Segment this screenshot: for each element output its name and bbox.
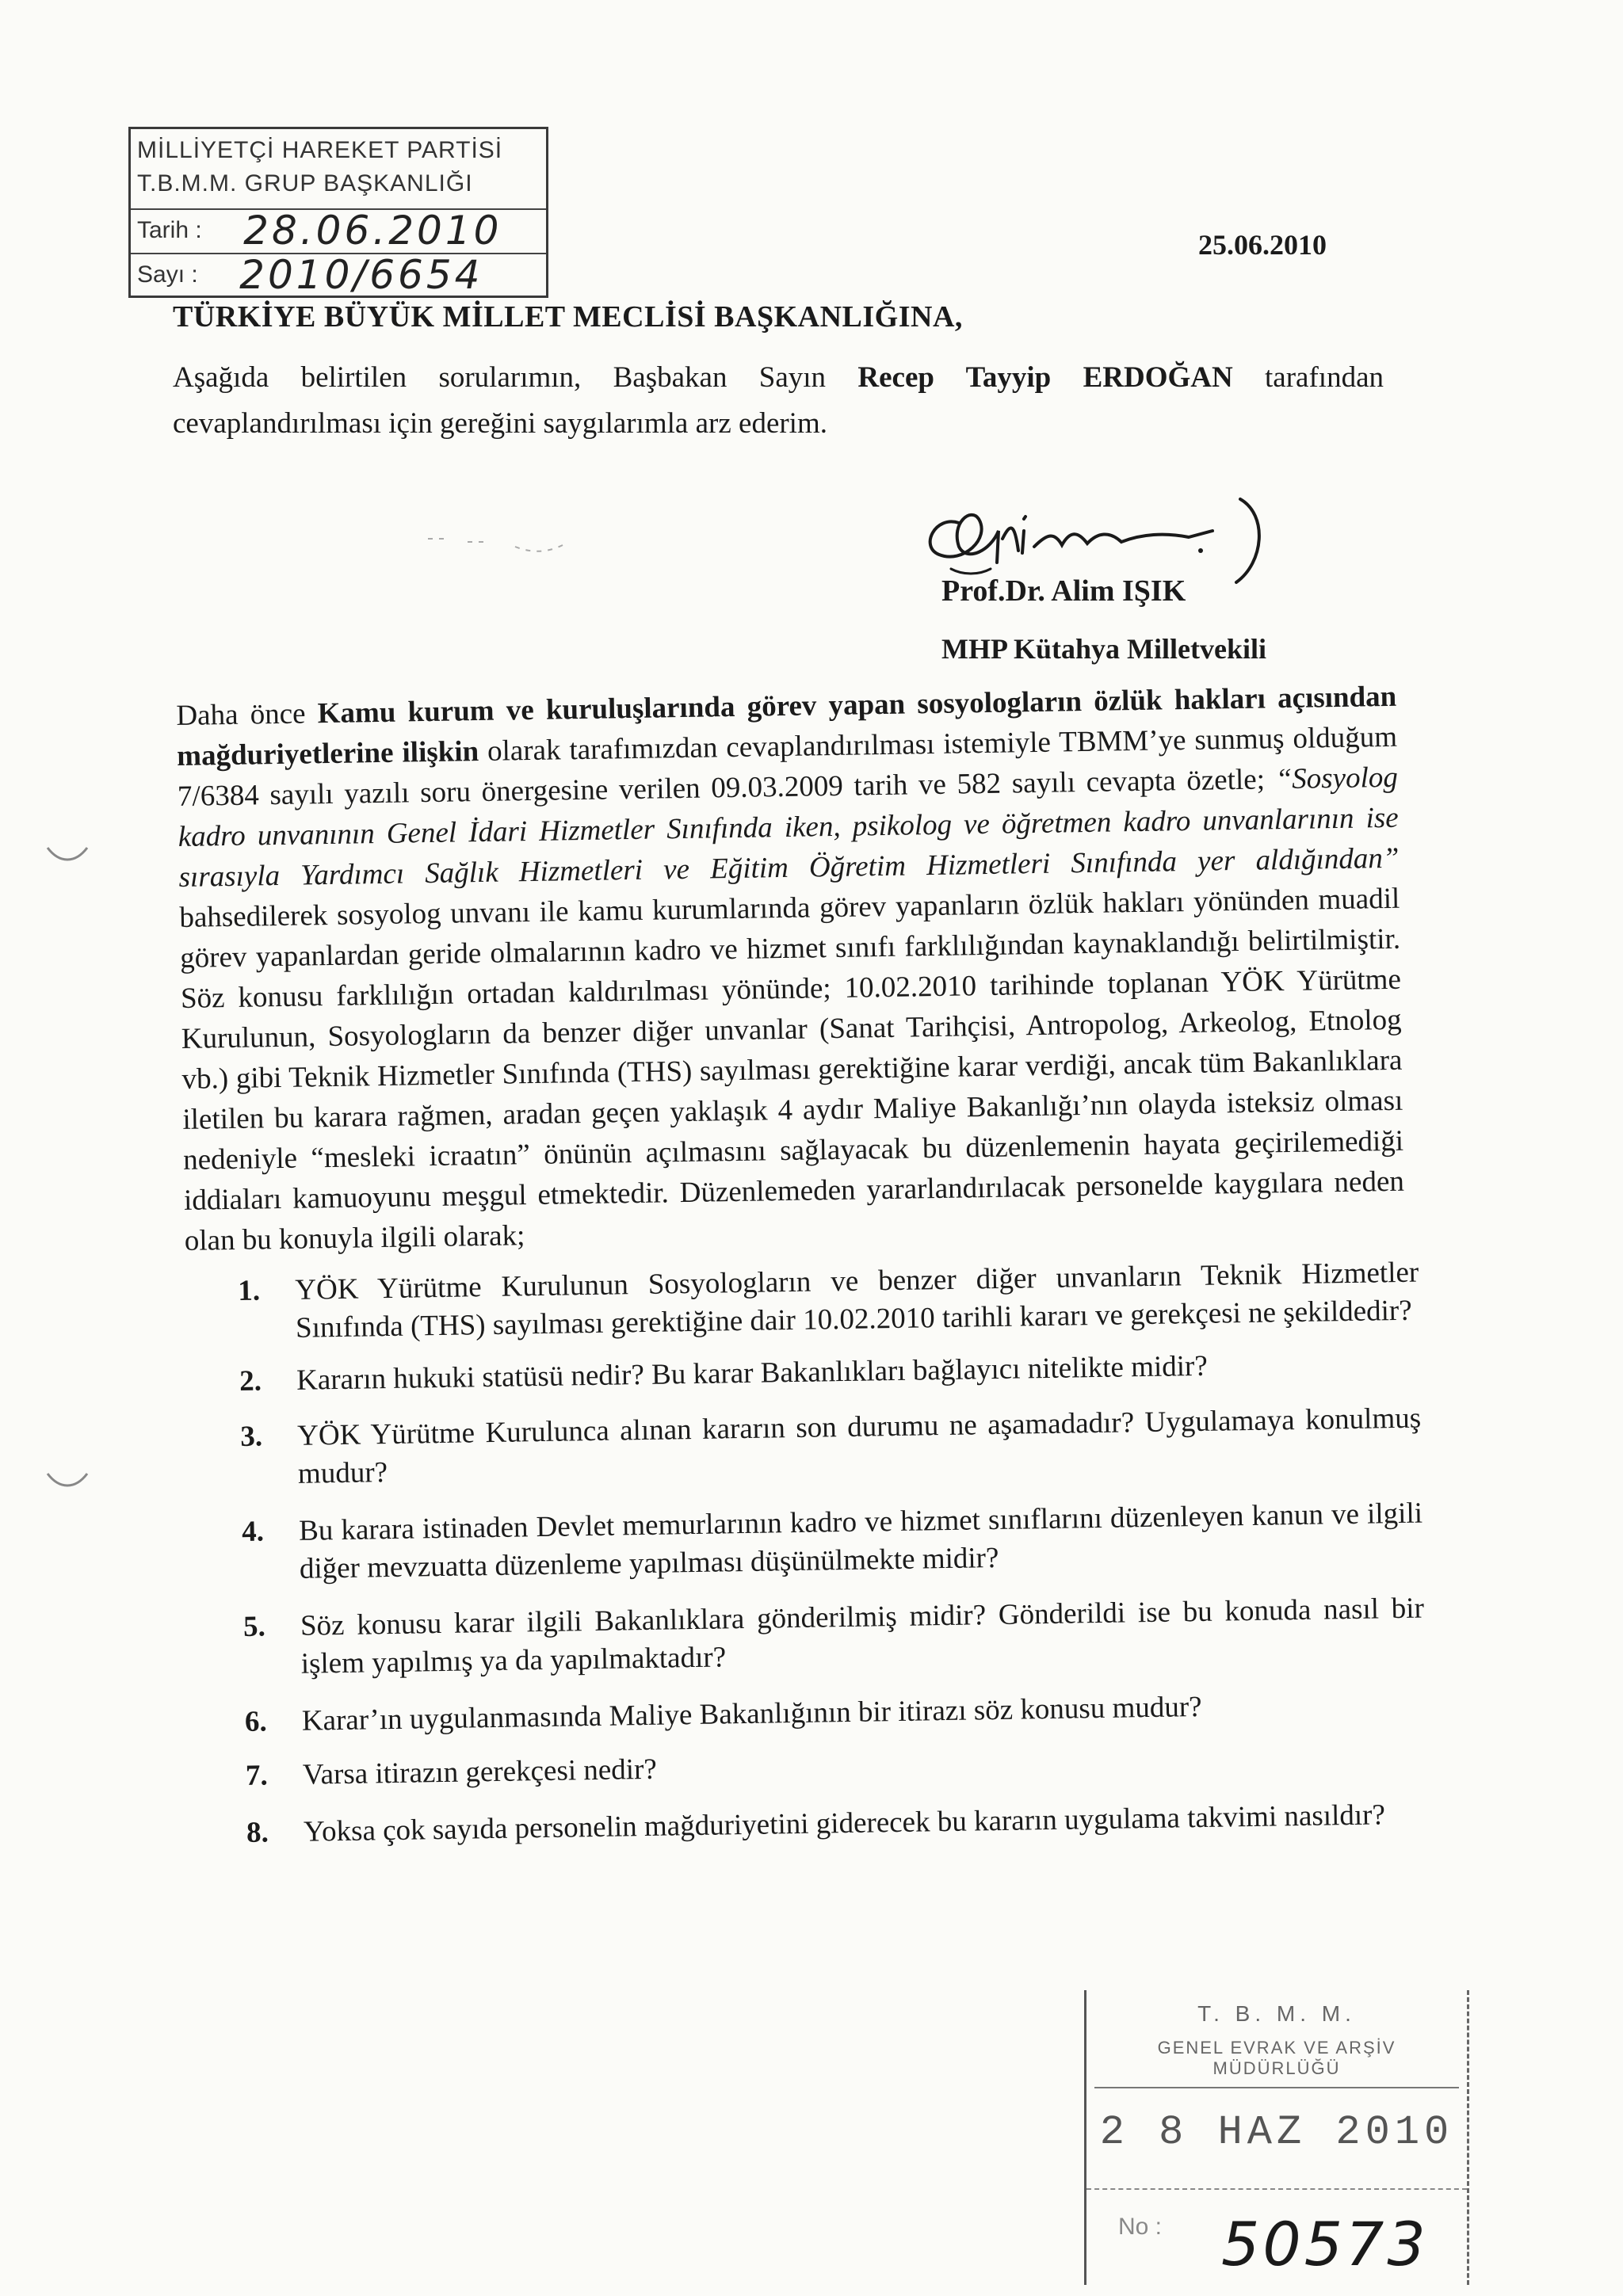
question-text: Bu karara istinaden Devlet memurlarının kadro ve hizmet sınıflarını düzenleyen kanun ve ilgili diğer mevzuatta düzenleme yapılması düşünülmekte midir? [298,1497,1423,1585]
scan-mark-icon [420,515,602,563]
question-list [238,1254,1427,1852]
question-number: 4. [241,1515,265,1548]
question-item [239,1344,1421,1401]
body-text-3: bahsedilerek sosyolog unvanı ile kamu kurumlarında görev yapanların özlük hakları yönünden muadil görev yapanlardan geride olmalarının kadro ve hizmet sınıfı farklılığından kaynaklandığı belirtilmiştir. Söz konusu farklılığın ortadan kaldırılması yönünde; 10.02.2010 tarihinde toplanan YÖK Yürütme Kurulunun, Sosyologların da benzer diğer unvanlar (Sanat Tarihçisi, Antropolog, Arkeolog, Etnolog vb.) gibi Teknik Hizmetler Sınıfında (THS) sayılması gerektiğine karar verdiği, ancak tüm Bakanlıklara iletilen bu karara rağmen, aradan geçen yaklaşık 4 aydır Maliye Bakanlığı’nın olayda isteksiz olması nedeniyle “mesleki icraatın” önünün açılmasını sağlayacak bu düzenlemenin hayata geçirilemediği iddiaları kamuoyunu meşgul etmektedir. Düzenlemeden yararlandırılacak personelde kaygılara neden olan bu konuyla ilgili olarak; [179,882,1405,1257]
body-quote: “Sosyolog kadro unvanının Genel İdari Hizmetler Sınıfında iken, psikolog ve öğretmen kadro unvanlarının ise sırasıyla Yardımcı Sağlık Hizmetleri ve Eğitim Öğretim Hizmetleri Sınıfında yer aldığından” [178,761,1400,894]
signatory-title: MHP Kütahya Milletvekili [941,633,1266,665]
intro-text-2: tarafından cevaplandırılması için gereğini saygılarımla arz ederim. [173,361,1384,440]
archive-stamp-institution: T. B. M. M. [1197,2001,1356,2026]
archive-stamp-date: 2 8 HAZ 2010 [1099,2109,1454,2156]
body-paragraph [176,677,1405,1261]
pm-name: Recep Tayyip ERDOĞAN [857,361,1233,394]
archive-received-stamp [1084,1990,1469,2285]
question-text: Söz konusu karar ilgili Bakanlıklara gönderilmiş midir? Gönderildi ise bu konuda nasıl bir işlem yapılmış ya da yapılmaktadır? [300,1592,1425,1680]
question-item [246,1796,1428,1852]
party-group-stamp [128,127,548,298]
archive-stamp-divider [1086,2188,1467,2190]
question-number: 8. [246,1816,269,1849]
signatory-name: Prof.Dr. Alim IŞIK [941,574,1186,608]
question-number: 2. [239,1364,262,1398]
punch-mark-icon [40,1458,95,1497]
question-text: Karar’ın uygulanmasında Maliye Bakanlığının bir itirazı söz konusu mudur? [301,1690,1202,1737]
question-item [246,1739,1427,1795]
stamp-date-row [131,210,546,254]
addressee-heading: TÜRKİYE BÜYÜK MİLLET MECLİSİ BAŞKANLIĞINA, [173,300,963,334]
question-number: 5. [242,1610,266,1643]
question-item [245,1685,1426,1741]
document-date: 25.06.2010 [1198,229,1327,261]
body-text-1: Daha önce [176,697,319,732]
stamp-party-name: MİLLİYETÇİ HAREKET PARTİSİ [137,137,503,163]
question-item [243,1590,1425,1684]
question-item [238,1254,1419,1348]
question-text: YÖK Yürütme Kurulunun Sosyologların ve benzer diğer unvanların Teknik Hizmetler Sınıfında (THS) sayılması gerektiğine dair 10.02.2010 tarihli kararı ve gerekçesi ne şekildedir? [295,1256,1419,1344]
question-text: Varsa itirazın gerekçesi nedir? [302,1753,658,1791]
archive-stamp-number-label: No : [1118,2214,1163,2240]
stamp-date-label: Tarih : [137,217,202,243]
question-number: 3. [239,1420,263,1453]
archive-stamp-department: GENEL EVRAK VE ARŞİV MÜDÜRLÜĞÜ [1094,2038,1459,2088]
stamp-date-value: 28.06.2010 [243,208,502,254]
archive-stamp-number-value: 50573 [1221,2209,1429,2279]
punch-mark-icon [40,832,95,871]
intro-paragraph [173,355,1384,447]
question-item [242,1495,1423,1589]
question-text: YÖK Yürütme Kurulunca alınan kararın son durumu ne aşamadadır? Uygulamaya konulmuş mudur? [296,1402,1422,1490]
intro-text-1: Aşağıda belirtilen sorularımın, Başbakan Sayın [173,361,858,394]
body-subject: Kamu kurum ve kuruluşlarında görev yapan sosyologların özlük hakları açısından mağduriyetlerine ilişkin [176,680,1397,772]
stamp-group-name: T.B.M.M. GRUP BAŞKANLIĞI [131,170,546,210]
question-number: 7. [245,1759,269,1792]
stamp-number-value: 2010/6654 [239,252,483,298]
stamp-number-row [131,254,546,299]
question-number: 6. [244,1705,267,1738]
question-number: 1. [238,1274,261,1307]
stamp-number-label: Sayı : [137,261,198,288]
question-item [240,1400,1422,1494]
question-text: Yoksa çok sayıda personelin mağduriyetini giderecek bu kararın uygulama takvimi nasıldır? [303,1798,1386,1848]
question-text: Kararın hukuki statüsü nedir? Bu karar Bakanlıkları bağlayıcı nitelikte midir? [296,1349,1209,1397]
body-text-2: olarak tarafımızdan cevaplandırılması istemiyle TBMM’ye sunmuş olduğum 7/6384 sayılı yazılı soru önergesine verilen 09.03.2009 tarih ve 582 sayılı cevapta özetle; [177,720,1398,813]
